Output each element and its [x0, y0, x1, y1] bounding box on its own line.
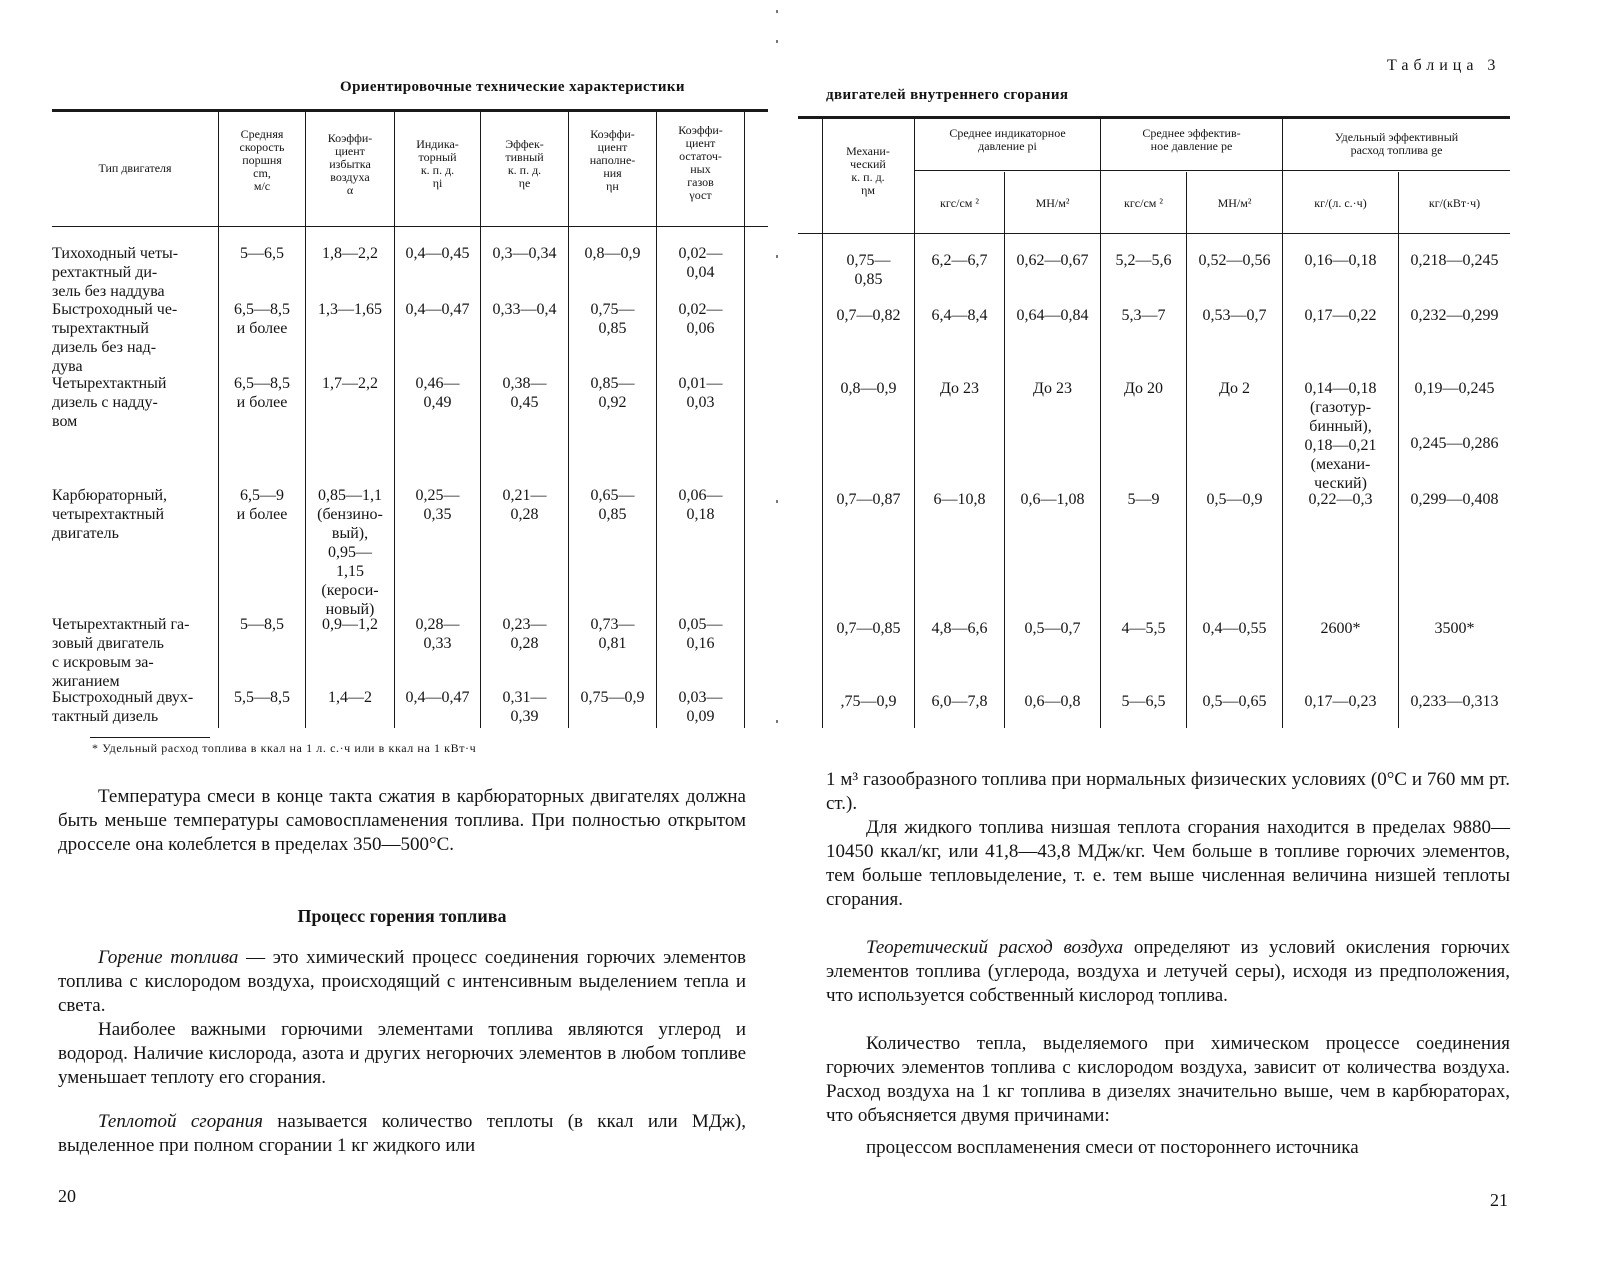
table-cell: 0,5—0,65 — [1202, 693, 1267, 710]
gutter-mark — [776, 255, 778, 258]
table-cell: 0,7—0,82 — [836, 307, 901, 324]
col-divider — [744, 112, 745, 728]
table-cell: 0,31— 0,39 — [502, 689, 547, 725]
table-cell: 1,3—1,65 — [318, 301, 382, 318]
table-cell: 5—8,5 — [240, 616, 284, 633]
table-cell: 0,33—0,4 — [492, 301, 557, 318]
table-cell: 0,25— 0,35 — [415, 487, 460, 523]
col-header-mech-eff: Механи- ческий к. п. д. ηм — [846, 144, 890, 197]
table-cell: 0,17—0,23 — [1304, 693, 1377, 710]
paragraph: 1 м³ газообразного топлива при нормальных физических условиях (0°C и 760 мм рт. ст.). — [826, 769, 1510, 814]
table-cell: 0,65— 0,85 — [590, 487, 635, 523]
table-cell: 0,6—0,8 — [1024, 693, 1081, 710]
table-cell: 6,0—7,8 — [931, 693, 988, 710]
table-cell: 0,22—0,3 — [1308, 491, 1373, 508]
table-cell: 0,4—0,55 — [1202, 620, 1267, 637]
paragraph-text: называется количество теплоты (в ккал или МДж), выделенное при полном сгорании 1 кг жидкого или — [58, 1111, 746, 1156]
paragraph-text: определяют из условий окисления горючих элементов топлива (углерода, воздуха и летучей серы), исходя из предположения, что используется собственный кислород топлива. — [826, 937, 1510, 1006]
table-cell: 6—10,8 — [933, 491, 986, 508]
table-cell: 0,52—0,56 — [1198, 252, 1271, 269]
table-cell: 5—6,5 — [1121, 693, 1166, 710]
table-cell: 6,5—9 и более — [236, 487, 288, 523]
table-cell: 0,299—0,408 — [1410, 491, 1499, 508]
table-cell: 0,4—0,47 — [405, 301, 470, 318]
paragraph-text: Для жидкого топлива низшая теплота сгорания находится в пределах 9880—10450 ккал/кг, или 41,8—43,8 МДж/кг. Чем больше в топливе горючих элементов, тем больше тепловыделение, т. е. тем выше численная величина низшей теплоты сгорания. — [826, 817, 1510, 910]
col-header-engine-type: Тип двигателя — [98, 161, 172, 175]
table-row-name: Карбюраторный, четырехтактный двигатель — [52, 487, 167, 542]
table-cell: 4—5,5 — [1121, 620, 1166, 637]
table-cell: 6,4—8,4 — [931, 307, 988, 324]
table-cell: 3500* — [1434, 620, 1475, 637]
table-cell: 0,53—0,7 — [1202, 307, 1267, 324]
table-cell: 0,85—1,1 (бензино- вый), 0,95— 1,15 (кероси- новый) — [317, 487, 383, 618]
table-cell: 0,46— 0,49 — [415, 375, 460, 411]
col-header-air-excess: Коэффи- циент избытка воздуха α — [327, 131, 373, 197]
table-cell: 0,06— 0,18 — [678, 487, 723, 523]
paragraph — [58, 1110, 746, 1158]
unit-label: кгс/см ² — [1124, 196, 1163, 210]
table-cell: 0,23— 0,28 — [502, 616, 547, 652]
page-number: 20 — [58, 1186, 76, 1206]
table-cell: До 23 — [1033, 380, 1072, 397]
table-subheader-rule — [915, 170, 1510, 171]
paragraph-text: Температура смеси в конце такта сжатия в карбюраторных двигателях должна быть меньше температуры самовоспламенения топлива. При полностью открытом дросселе она колеблется в пределах 350—500°C. — [58, 786, 746, 855]
table-cell: 0,9—1,2 — [322, 616, 378, 633]
unit-label: кгс/см ² — [940, 196, 979, 210]
table-row-name: Четырехтактный га- зовый двигатель с искровым за- жиганием — [52, 616, 190, 690]
table-cell: 0,4—0,47 — [405, 689, 470, 706]
table-cell: 5,2—5,6 — [1115, 252, 1172, 269]
table-cell: 0,19—0,245 — [1414, 380, 1495, 397]
table-caption-left: Ориентировочные технические характеристики — [340, 79, 685, 95]
paragraph-text: Количество тепла, выделяемого при химическом процессе соединения горючих элементов топлива с кислородом воздуха, зависит от количества воздуха. Расход воздуха на 1 кг топлива в дизелях значительно выше, чем в карбюраторах, что объясняется двумя причинами: — [826, 1033, 1510, 1126]
table-top-rule-left — [52, 109, 768, 112]
table-row-name: Быстроходный че- тырехтактный дизель без над- дува — [52, 301, 178, 375]
paragraph-term: Теплотой сгорания — [98, 1111, 263, 1132]
paragraph-term: Горение топлива — [98, 947, 239, 968]
unit-label: МН/м² — [1217, 196, 1252, 210]
paragraph — [826, 1032, 1510, 1128]
table-cell: 0,05— 0,16 — [678, 616, 723, 652]
table-cell: 0,16—0,18 — [1304, 252, 1377, 269]
col-header-effective-pressure: Среднее эффектив- ное давление pe — [1142, 126, 1241, 153]
table-cell: 6,2—6,7 — [931, 252, 988, 269]
paragraph — [58, 785, 746, 857]
table-cell: 0,233—0,313 — [1410, 693, 1499, 710]
paragraph-text: процессом воспламенения смеси от постороннего источника — [866, 1137, 1359, 1158]
table-cell: 0,02— 0,04 — [678, 245, 723, 281]
table-cell: 0,8—0,9 — [584, 245, 641, 262]
col-divider — [218, 112, 219, 728]
section-heading: Процесс горения топлива — [297, 906, 507, 926]
table-caption-right: двигателей внутреннего сгорания — [826, 87, 1069, 103]
table-cell: 0,8—0,9 — [840, 380, 897, 397]
table-cell: 0,21— 0,28 — [502, 487, 547, 523]
page-number: 21 — [1490, 1190, 1508, 1210]
paragraph-text: — это химический процесс соединения горючих элементов топлива с кислородом воздуха, происходящий с интенсивным выделением тепла и света. — [58, 947, 746, 1016]
col-header-piston-speed: Средняя скорость поршня cm, м/с — [239, 127, 285, 193]
col-header-fill-coef: Коэффи- циент наполне- ния ηн — [589, 127, 636, 193]
table-cell: 0,4—0,45 — [405, 245, 470, 262]
col-header-indicated-eff: Индика- торный к. п. д. ηi — [416, 137, 459, 190]
table-cell: 0,3—0,34 — [492, 245, 557, 262]
paragraph — [826, 1136, 1510, 1160]
table-cell: 0,73— 0,81 — [590, 616, 635, 652]
table-row-name: Быстроходный двух- тактный дизель — [52, 689, 194, 725]
table-cell: 4,8—6,6 — [931, 620, 988, 637]
col-header-effective-eff: Эффек- тивный к. п. д. ηe — [505, 137, 544, 190]
table-cell: До 23 — [940, 380, 979, 397]
table-cell: 0,75— 0,85 — [846, 252, 891, 288]
gutter-mark — [776, 10, 778, 13]
table-row-name: Тихоходный четы- рехтактный ди- зель без наддува — [52, 245, 179, 300]
table-cell: 0,01— 0,03 — [678, 375, 723, 411]
table-cell: 5,5—8,5 — [234, 689, 290, 706]
table-row-name: Четырехтактный дизель с надду- вом — [52, 375, 167, 430]
table-cell: 0,75— 0,85 — [590, 301, 635, 337]
table-cell: 5,3—7 — [1121, 307, 1166, 324]
table-cell: 5—6,5 — [240, 245, 284, 262]
unit-label: МН/м² — [1035, 196, 1070, 210]
table-cell: 0,85— 0,92 — [590, 375, 635, 411]
table-cell: 0,03— 0,09 — [678, 689, 723, 725]
col-divider — [305, 112, 306, 728]
table-cell: 6,5—8,5 и более — [234, 375, 290, 411]
table-cell: 1,8—2,2 — [322, 245, 378, 262]
table-cell: 0,232—0,299 — [1410, 307, 1499, 324]
unit-label: кг/(л. с.·ч) — [1314, 196, 1367, 210]
gutter-mark — [776, 720, 778, 723]
unit-label: кг/(кВт·ч) — [1428, 196, 1481, 210]
table-header-rule-right — [798, 233, 1510, 234]
paragraph-text: Наиболее важными горючими элементами топлива являются углерод и водород. Наличие кислорода, азота и других негорючих элементов в любом топливе уменьшает теплоту его сгорания. — [58, 1019, 746, 1088]
paragraph — [826, 936, 1510, 1008]
col-header-indicated-pressure: Среднее индикаторное давление pi — [949, 126, 1066, 153]
table-cell: 0,28— 0,33 — [415, 616, 460, 652]
table-cell: 0,14—0,18 (газотур- бинный), 0,18—0,21 (механи- ческий) — [1304, 380, 1377, 492]
table-cell: 0,6—1,08 — [1020, 491, 1085, 508]
table-cell: 6,5—8,5 и более — [234, 301, 290, 337]
table-cell: ,75—0,9 — [840, 693, 897, 710]
table-cell: 0,17—0,22 — [1304, 307, 1377, 324]
table-cell: 1,4—2 — [328, 689, 372, 706]
table-cell: 0,5—0,9 — [1206, 491, 1263, 508]
footnote-rule — [90, 737, 210, 738]
table-cell: 0,218—0,245 — [1410, 252, 1499, 269]
table-cell: 0,245—0,286 — [1410, 435, 1499, 452]
table-cell: 0,7—0,87 — [836, 491, 901, 508]
col-header-specific-consumption: Удельный эффективный расход топлива ge — [1334, 130, 1459, 157]
table-cell: До 20 — [1124, 380, 1163, 397]
table-number: Таблица 3 — [1387, 57, 1501, 74]
paragraph — [826, 816, 1510, 912]
paragraph — [58, 1018, 746, 1090]
table-cell: 0,02— 0,06 — [678, 301, 723, 337]
table-cell: 0,62—0,67 — [1016, 252, 1089, 269]
table-cell: 0,7—0,85 — [836, 620, 901, 637]
table-top-rule-right — [798, 116, 1510, 119]
table-cell: 0,5—0,7 — [1024, 620, 1081, 637]
table-cell: 0,75—0,9 — [580, 689, 645, 706]
table-cell: 5—9 — [1127, 491, 1160, 508]
gutter-mark — [776, 500, 778, 503]
table-cell: 1,7—2,2 — [322, 375, 378, 392]
table-cell: 2600* — [1320, 620, 1361, 637]
gutter-mark — [776, 40, 778, 43]
paragraph-term: Теоретический расход воздуха — [866, 937, 1124, 958]
table-header-rule-left — [52, 226, 768, 227]
table-cell: 0,38— 0,45 — [502, 375, 547, 411]
table-cell: До 2 — [1219, 380, 1250, 397]
table-cell: 0,64—0,84 — [1016, 307, 1089, 324]
col-header-residual-gas: Коэффи- циент остаточ- ных газов γост — [678, 123, 723, 202]
table-footnote: * Удельный расход топлива в ккал на 1 л. с.·ч или в ккал на 1 кВт·ч — [92, 741, 477, 755]
paragraph — [58, 946, 746, 1018]
